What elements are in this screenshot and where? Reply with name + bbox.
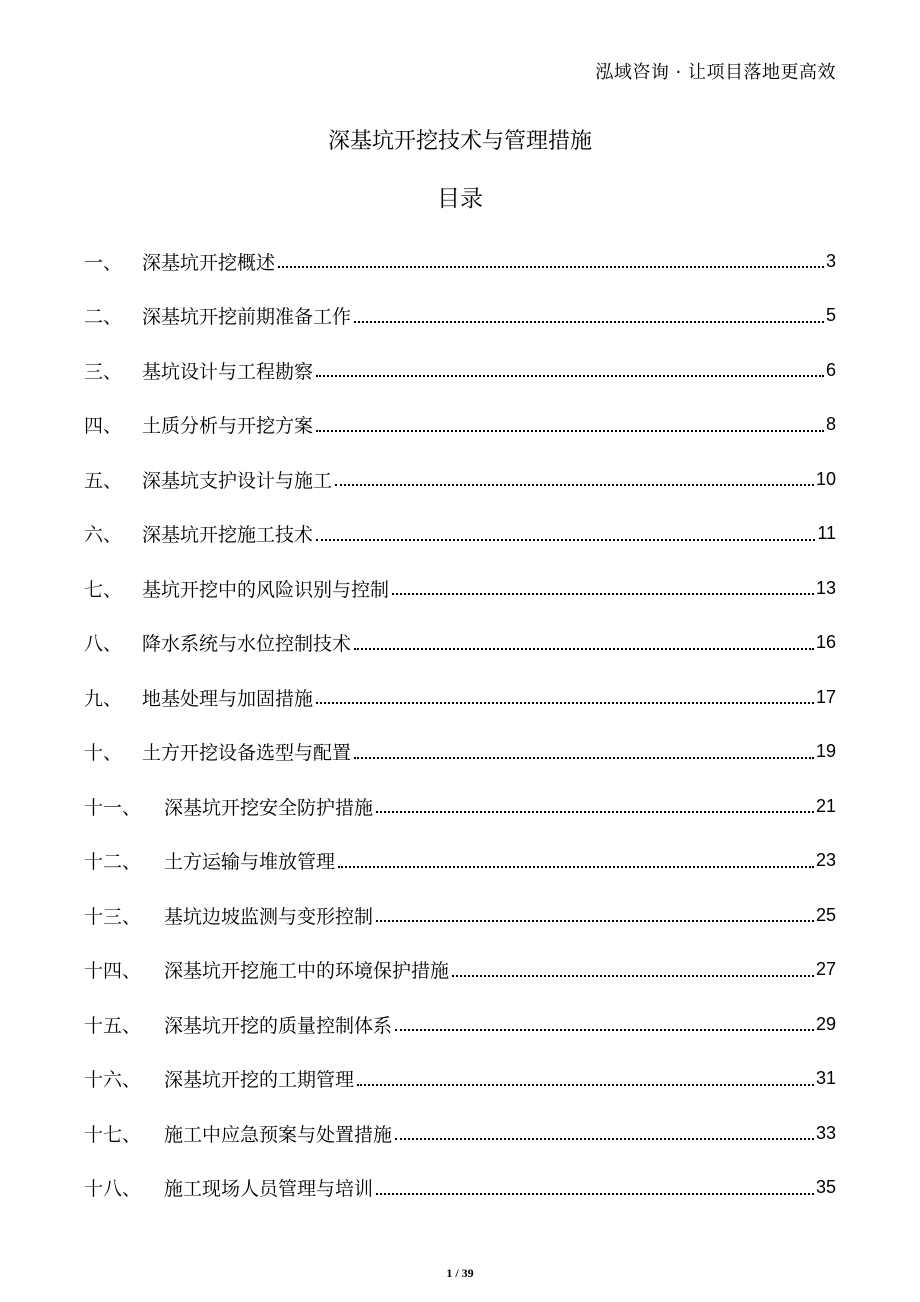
- toc-leader-dots: [392, 593, 814, 595]
- toc-leader-dots: [376, 1193, 814, 1195]
- toc-entry[interactable]: [84, 289, 836, 344]
- toc-entry-page: 21: [815, 795, 836, 816]
- toc-entry-number: 十七、: [84, 1123, 142, 1146]
- toc-entry-title: 深基坑开挖的工期管理: [164, 1069, 355, 1092]
- toc-entry-page: 25: [815, 904, 836, 925]
- toc-entry-number: 十八、: [84, 1178, 142, 1201]
- toc-entry[interactable]: [84, 888, 836, 943]
- toc-entry-title: 施工中应急预案与处置措施: [164, 1123, 393, 1146]
- header-brand: 泓域咨询 · 让项目落地更高效: [595, 62, 836, 83]
- toc-entry-title: 深基坑开挖概述: [142, 251, 276, 274]
- toc-leader-dots: [316, 702, 814, 704]
- toc-entry-page: 6: [825, 359, 836, 380]
- toc-entry-page: 3: [825, 250, 836, 271]
- toc-leader-dots: [395, 1138, 814, 1140]
- document-title: 深基坑开挖技术与管理措施: [327, 129, 592, 154]
- toc-leader-dots: [452, 975, 814, 977]
- toc-entry-number: 一、: [84, 251, 123, 274]
- toc-entry[interactable]: [84, 670, 836, 725]
- toc-entry-title: 基坑边坡监测与变形控制: [164, 905, 374, 928]
- toc-entry[interactable]: [84, 561, 836, 616]
- toc-entry[interactable]: [84, 1161, 836, 1216]
- toc-entry-title: 深基坑开挖施工技术: [142, 524, 314, 547]
- toc-leader-dots: [395, 1029, 814, 1031]
- toc-entry-title: 施工现场人员管理与培训: [164, 1178, 374, 1201]
- toc-leader-dots: [354, 321, 824, 323]
- toc-heading: 目录: [437, 186, 483, 212]
- toc-entry[interactable]: [84, 398, 836, 453]
- toc-entry-number: 六、: [84, 524, 123, 547]
- toc-leader-dots: [316, 375, 824, 377]
- toc-entry[interactable]: [84, 1052, 836, 1107]
- toc-entry-number: 二、: [84, 306, 123, 329]
- toc-entry-page: 33: [815, 1122, 836, 1143]
- toc-entry-number: 十四、: [84, 960, 142, 983]
- toc-leader-dots: [354, 648, 814, 650]
- toc-entry-number: 八、: [84, 633, 123, 656]
- toc-entry-number: 十二、: [84, 851, 142, 874]
- toc-entry-title: 深基坑开挖前期准备工作: [142, 306, 352, 329]
- toc-entry-page: 23: [815, 850, 836, 871]
- toc-leader-dots: [335, 484, 814, 486]
- toc-entry[interactable]: [84, 1106, 836, 1161]
- toc-entry-title: 深基坑开挖安全防护措施: [164, 796, 374, 819]
- toc-entry-number: 十一、: [84, 796, 142, 819]
- toc-entry[interactable]: [84, 834, 836, 889]
- toc-entry-number: 十六、: [84, 1069, 142, 1092]
- toc-entry-page: 10: [815, 468, 836, 489]
- toc-entry-title: 基坑设计与工程勘察: [142, 360, 314, 383]
- toc-leader-dots: [354, 757, 814, 759]
- toc-entry[interactable]: [84, 779, 836, 834]
- toc-leader-dots: [376, 920, 814, 922]
- toc-entry-title: 深基坑开挖施工中的环境保护措施: [164, 960, 450, 983]
- toc-entry-page: 17: [815, 686, 836, 707]
- page-number: 1 / 39: [446, 1266, 474, 1280]
- toc-entry-page: 11: [817, 523, 836, 544]
- toc-entry-page: 27: [815, 959, 836, 980]
- toc-leader-dots: [278, 266, 824, 268]
- toc-entry[interactable]: [84, 997, 836, 1052]
- toc-entry[interactable]: [84, 725, 836, 780]
- toc-entry-page: 29: [815, 1013, 836, 1034]
- toc-entry[interactable]: [84, 234, 836, 289]
- toc-entry[interactable]: [84, 343, 836, 398]
- toc-entry-title: 深基坑支护设计与施工: [142, 469, 333, 492]
- toc-entry-number: 十、: [84, 742, 123, 765]
- toc-entry-page: 31: [815, 1068, 836, 1089]
- toc-entry-number: 七、: [84, 578, 123, 601]
- toc-entry-number: 五、: [84, 469, 123, 492]
- toc-entry[interactable]: [84, 507, 836, 562]
- toc-entry-page: 16: [815, 632, 836, 653]
- toc-entry-title: 深基坑开挖的质量控制体系: [164, 1014, 393, 1037]
- toc-entry[interactable]: [84, 943, 836, 998]
- toc-leader-dots: [316, 430, 824, 432]
- toc-entry-title: 土质分析与开挖方案: [142, 415, 314, 438]
- toc-leader-dots: [338, 866, 814, 868]
- toc-entry-title: 土方开挖设备选型与配置: [142, 742, 352, 765]
- toc-entry-title: 土方运输与堆放管理: [164, 851, 336, 874]
- toc-entry-title: 基坑开挖中的风险识别与控制: [142, 578, 390, 601]
- toc-entry-number: 十五、: [84, 1014, 142, 1037]
- toc-leader-dots: [357, 1084, 814, 1086]
- toc-entry-number: 三、: [84, 360, 123, 383]
- toc-entry-title: 降水系统与水位控制技术: [142, 633, 352, 656]
- toc-entry[interactable]: [84, 616, 836, 671]
- toc-leader-dots: [376, 811, 814, 813]
- toc-entry[interactable]: [84, 452, 836, 507]
- toc-leader-dots: [316, 539, 815, 541]
- toc-entry-page: 5: [825, 305, 836, 326]
- toc-entry-number: 四、: [84, 415, 123, 438]
- toc-entry-page: 19: [815, 741, 836, 762]
- toc-entry-page: 35: [815, 1177, 836, 1198]
- toc-entry-number: 十三、: [84, 905, 142, 928]
- toc-entry-page: 13: [815, 577, 836, 598]
- table-of-contents: [84, 234, 836, 1215]
- toc-entry-title: 地基处理与加固措施: [142, 687, 314, 710]
- toc-entry-page: 8: [825, 414, 836, 435]
- toc-entry-number: 九、: [84, 687, 123, 710]
